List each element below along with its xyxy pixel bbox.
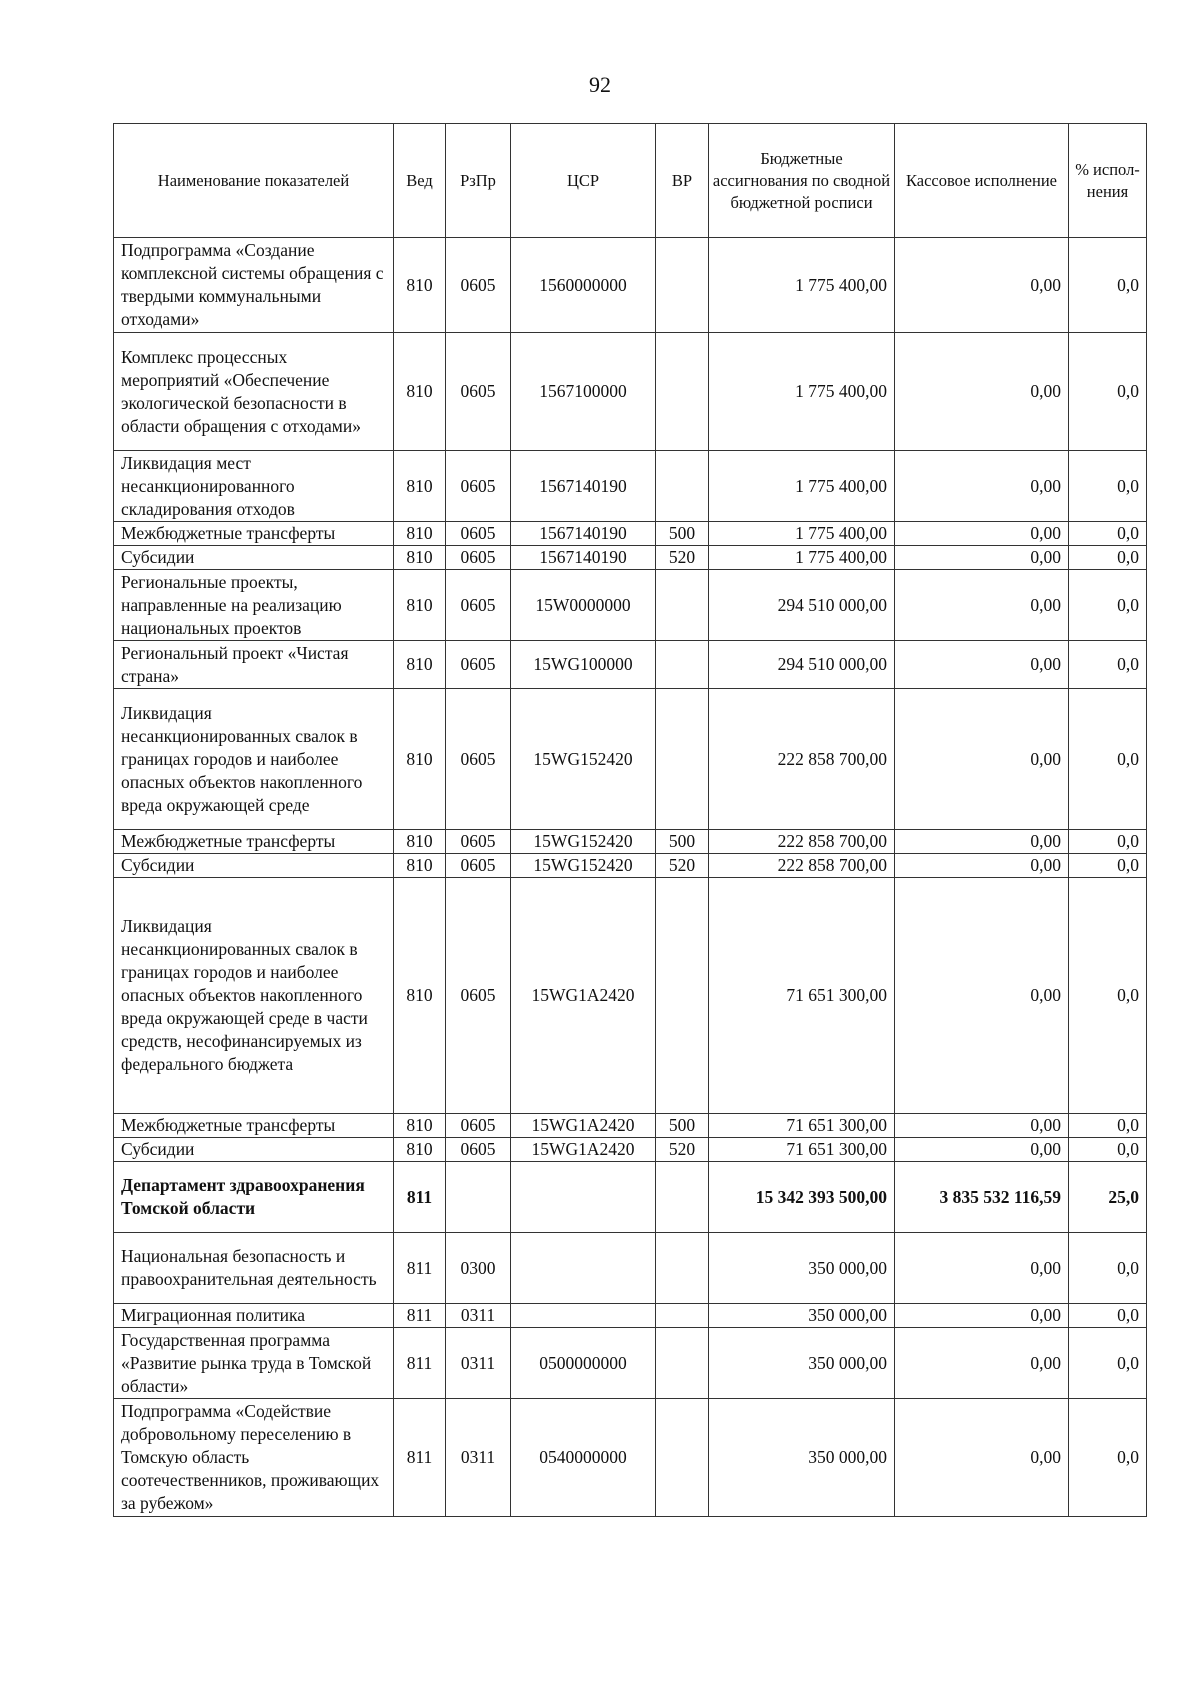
cell-percent: 0,0 bbox=[1069, 238, 1147, 333]
cell-percent: 0,0 bbox=[1069, 1233, 1147, 1304]
cell-percent: 0,0 bbox=[1069, 689, 1147, 830]
cell-name: Департамент здравоохранения Томской области bbox=[114, 1162, 394, 1233]
cell-ved: 810 bbox=[394, 1114, 446, 1138]
cell-cash-execution: 0,00 bbox=[895, 1328, 1069, 1399]
table-row bbox=[114, 546, 1147, 570]
cell-csr bbox=[511, 1162, 656, 1233]
cell-cash-execution: 0,00 bbox=[895, 1114, 1069, 1138]
cell-vr bbox=[656, 641, 709, 689]
table-row bbox=[114, 641, 1147, 689]
table-row bbox=[114, 451, 1147, 522]
cell-csr: 15W0000000 bbox=[511, 570, 656, 641]
cell-assignments: 1 775 400,00 bbox=[709, 522, 895, 546]
cell-name: Межбюджетные трансферты bbox=[114, 830, 394, 854]
cell-percent: 0,0 bbox=[1069, 641, 1147, 689]
cell-percent: 0,0 bbox=[1069, 546, 1147, 570]
cell-name: Национальная безопасность и правоохранительная деятельность bbox=[114, 1233, 394, 1304]
cell-ved: 810 bbox=[394, 451, 446, 522]
cell-csr: 1560000000 bbox=[511, 238, 656, 333]
cell-assignments: 71 651 300,00 bbox=[709, 1114, 895, 1138]
cell-name: Государственная программа «Развитие рынка труда в Томской области» bbox=[114, 1328, 394, 1399]
cell-assignments: 71 651 300,00 bbox=[709, 878, 895, 1114]
table-row bbox=[114, 1399, 1147, 1517]
cell-vr bbox=[656, 1233, 709, 1304]
cell-cash-execution: 0,00 bbox=[895, 1304, 1069, 1328]
cell-rzpr: 0605 bbox=[446, 570, 511, 641]
cell-csr: 15WG100000 bbox=[511, 641, 656, 689]
header-ved: Вед bbox=[394, 124, 446, 238]
cell-ved: 811 bbox=[394, 1328, 446, 1399]
cell-rzpr: 0605 bbox=[446, 830, 511, 854]
cell-rzpr: 0605 bbox=[446, 333, 511, 451]
cell-csr: 15WG152420 bbox=[511, 689, 656, 830]
cell-cash-execution: 0,00 bbox=[895, 878, 1069, 1114]
cell-name: Миграционная политика bbox=[114, 1304, 394, 1328]
cell-vr: 500 bbox=[656, 830, 709, 854]
header-assignments: Бюджетные ассигнования по сводной бюджетной росписи bbox=[709, 124, 895, 238]
cell-csr: 15WG1A2420 bbox=[511, 1138, 656, 1162]
cell-percent: 0,0 bbox=[1069, 1304, 1147, 1328]
cell-vr: 520 bbox=[656, 1138, 709, 1162]
header-rzpr: РзПр bbox=[446, 124, 511, 238]
cell-name: Комплекс процессных мероприятий «Обеспечение экологической безопасности в области обращения с отходами» bbox=[114, 333, 394, 451]
cell-vr bbox=[656, 238, 709, 333]
cell-assignments: 350 000,00 bbox=[709, 1399, 895, 1517]
cell-vr: 500 bbox=[656, 522, 709, 546]
cell-cash-execution: 0,00 bbox=[895, 546, 1069, 570]
cell-rzpr: 0300 bbox=[446, 1233, 511, 1304]
cell-rzpr: 0311 bbox=[446, 1304, 511, 1328]
cell-rzpr: 0605 bbox=[446, 854, 511, 878]
header-vr: ВР bbox=[656, 124, 709, 238]
cell-assignments: 222 858 700,00 bbox=[709, 689, 895, 830]
cell-vr: 500 bbox=[656, 1114, 709, 1138]
cell-assignments: 294 510 000,00 bbox=[709, 570, 895, 641]
cell-ved: 810 bbox=[394, 522, 446, 546]
cell-rzpr: 0311 bbox=[446, 1328, 511, 1399]
cell-assignments: 222 858 700,00 bbox=[709, 854, 895, 878]
table-row bbox=[114, 522, 1147, 546]
cell-percent: 0,0 bbox=[1069, 1328, 1147, 1399]
cell-rzpr: 0605 bbox=[446, 689, 511, 830]
cell-name: Субсидии bbox=[114, 546, 394, 570]
cell-ved: 810 bbox=[394, 333, 446, 451]
cell-assignments: 1 775 400,00 bbox=[709, 546, 895, 570]
table-row bbox=[114, 570, 1147, 641]
cell-cash-execution: 0,00 bbox=[895, 1399, 1069, 1517]
cell-cash-execution: 0,00 bbox=[895, 1233, 1069, 1304]
cell-assignments: 1 775 400,00 bbox=[709, 333, 895, 451]
cell-percent: 0,0 bbox=[1069, 830, 1147, 854]
cell-ved: 811 bbox=[394, 1233, 446, 1304]
cell-ved: 810 bbox=[394, 1138, 446, 1162]
cell-cash-execution: 0,00 bbox=[895, 830, 1069, 854]
table-body bbox=[114, 238, 1147, 1517]
header-percent: % испол-нения bbox=[1069, 124, 1147, 238]
cell-csr: 15WG152420 bbox=[511, 854, 656, 878]
cell-ved: 811 bbox=[394, 1304, 446, 1328]
table-row bbox=[114, 333, 1147, 451]
cell-csr bbox=[511, 1304, 656, 1328]
cell-rzpr: 0605 bbox=[446, 522, 511, 546]
cell-vr bbox=[656, 1328, 709, 1399]
cell-rzpr: 0605 bbox=[446, 641, 511, 689]
cell-assignments: 350 000,00 bbox=[709, 1304, 895, 1328]
cell-vr bbox=[656, 333, 709, 451]
cell-cash-execution: 0,00 bbox=[895, 641, 1069, 689]
cell-name: Ликвидация мест несанкционированного складирования отходов bbox=[114, 451, 394, 522]
cell-assignments: 1 775 400,00 bbox=[709, 451, 895, 522]
cell-name: Региональный проект «Чистая страна» bbox=[114, 641, 394, 689]
cell-ved: 810 bbox=[394, 854, 446, 878]
cell-rzpr: 0605 bbox=[446, 546, 511, 570]
table-row bbox=[114, 689, 1147, 830]
cell-cash-execution: 0,00 bbox=[895, 1138, 1069, 1162]
cell-csr: 15WG1A2420 bbox=[511, 878, 656, 1114]
table-row bbox=[114, 1114, 1147, 1138]
table-row bbox=[114, 854, 1147, 878]
cell-cash-execution: 0,00 bbox=[895, 689, 1069, 830]
cell-cash-execution: 3 835 532 116,59 bbox=[895, 1162, 1069, 1233]
cell-csr bbox=[511, 1233, 656, 1304]
cell-ved: 810 bbox=[394, 878, 446, 1114]
cell-ved: 811 bbox=[394, 1399, 446, 1517]
cell-rzpr: 0311 bbox=[446, 1399, 511, 1517]
cell-assignments: 222 858 700,00 bbox=[709, 830, 895, 854]
header-row bbox=[114, 124, 1147, 238]
cell-cash-execution: 0,00 bbox=[895, 522, 1069, 546]
header-name: Наименование показателей bbox=[114, 124, 394, 238]
cell-csr: 1567140190 bbox=[511, 546, 656, 570]
cell-percent: 0,0 bbox=[1069, 878, 1147, 1114]
cell-csr: 1567100000 bbox=[511, 333, 656, 451]
table-row bbox=[114, 1162, 1147, 1233]
cell-csr: 15WG1A2420 bbox=[511, 1114, 656, 1138]
cell-cash-execution: 0,00 bbox=[895, 854, 1069, 878]
table-row bbox=[114, 878, 1147, 1114]
cell-percent: 0,0 bbox=[1069, 333, 1147, 451]
cell-name: Подпрограмма «Содействие добровольному переселению в Томскую область соотечественников, проживающих за рубежом» bbox=[114, 1399, 394, 1517]
cell-vr bbox=[656, 689, 709, 830]
cell-percent: 0,0 bbox=[1069, 1114, 1147, 1138]
cell-assignments: 350 000,00 bbox=[709, 1233, 895, 1304]
cell-assignments: 15 342 393 500,00 bbox=[709, 1162, 895, 1233]
cell-percent: 0,0 bbox=[1069, 854, 1147, 878]
cell-vr bbox=[656, 1304, 709, 1328]
cell-name: Субсидии bbox=[114, 1138, 394, 1162]
header-cash-execution: Кассовое исполнение bbox=[895, 124, 1069, 238]
budget-table bbox=[113, 123, 1147, 1517]
cell-csr: 15WG152420 bbox=[511, 830, 656, 854]
cell-ved: 810 bbox=[394, 570, 446, 641]
cell-vr: 520 bbox=[656, 546, 709, 570]
cell-percent: 0,0 bbox=[1069, 1138, 1147, 1162]
cell-assignments: 71 651 300,00 bbox=[709, 1138, 895, 1162]
cell-cash-execution: 0,00 bbox=[895, 570, 1069, 641]
cell-assignments: 1 775 400,00 bbox=[709, 238, 895, 333]
page-number: 92 bbox=[589, 72, 611, 97]
cell-ved: 810 bbox=[394, 238, 446, 333]
table-row bbox=[114, 830, 1147, 854]
cell-name: Межбюджетные трансферты bbox=[114, 522, 394, 546]
cell-rzpr: 0605 bbox=[446, 1114, 511, 1138]
cell-ved: 810 bbox=[394, 689, 446, 830]
cell-rzpr bbox=[446, 1162, 511, 1233]
cell-vr bbox=[656, 878, 709, 1114]
cell-rzpr: 0605 bbox=[446, 238, 511, 333]
cell-rzpr: 0605 bbox=[446, 878, 511, 1114]
table-row bbox=[114, 1304, 1147, 1328]
cell-rzpr: 0605 bbox=[446, 451, 511, 522]
table-row bbox=[114, 1233, 1147, 1304]
cell-csr: 0540000000 bbox=[511, 1399, 656, 1517]
cell-rzpr: 0605 bbox=[446, 1138, 511, 1162]
cell-assignments: 350 000,00 bbox=[709, 1328, 895, 1399]
cell-csr: 0500000000 bbox=[511, 1328, 656, 1399]
cell-percent: 25,0 bbox=[1069, 1162, 1147, 1233]
cell-percent: 0,0 bbox=[1069, 570, 1147, 641]
cell-name: Ликвидация несанкционированных свалок в границах городов и наиболее опасных объектов накопленного вреда окружающей среде в части средств, несофинансируемых из федерального бюджета bbox=[114, 878, 394, 1114]
cell-vr bbox=[656, 451, 709, 522]
table-row bbox=[114, 1328, 1147, 1399]
cell-percent: 0,0 bbox=[1069, 451, 1147, 522]
cell-percent: 0,0 bbox=[1069, 1399, 1147, 1517]
cell-cash-execution: 0,00 bbox=[895, 238, 1069, 333]
cell-cash-execution: 0,00 bbox=[895, 451, 1069, 522]
cell-ved: 810 bbox=[394, 641, 446, 689]
cell-csr: 1567140190 bbox=[511, 451, 656, 522]
cell-name: Подпрограмма «Создание комплексной системы обращения с твердыми коммунальными отходами» bbox=[114, 238, 394, 333]
cell-cash-execution: 0,00 bbox=[895, 333, 1069, 451]
cell-vr bbox=[656, 570, 709, 641]
cell-assignments: 294 510 000,00 bbox=[709, 641, 895, 689]
cell-name: Ликвидация несанкционированных свалок в границах городов и наиболее опасных объектов накопленного вреда окружающей среде bbox=[114, 689, 394, 830]
cell-vr: 520 bbox=[656, 854, 709, 878]
cell-name: Межбюджетные трансферты bbox=[114, 1114, 394, 1138]
cell-ved: 810 bbox=[394, 830, 446, 854]
table-row bbox=[114, 238, 1147, 333]
cell-ved: 810 bbox=[394, 546, 446, 570]
cell-percent: 0,0 bbox=[1069, 522, 1147, 546]
cell-name: Региональные проекты, направленные на реализацию национальных проектов bbox=[114, 570, 394, 641]
header-csr: ЦСР bbox=[511, 124, 656, 238]
cell-name: Субсидии bbox=[114, 854, 394, 878]
cell-vr bbox=[656, 1399, 709, 1517]
cell-csr: 1567140190 bbox=[511, 522, 656, 546]
table-row bbox=[114, 1138, 1147, 1162]
cell-vr bbox=[656, 1162, 709, 1233]
cell-ved: 811 bbox=[394, 1162, 446, 1233]
